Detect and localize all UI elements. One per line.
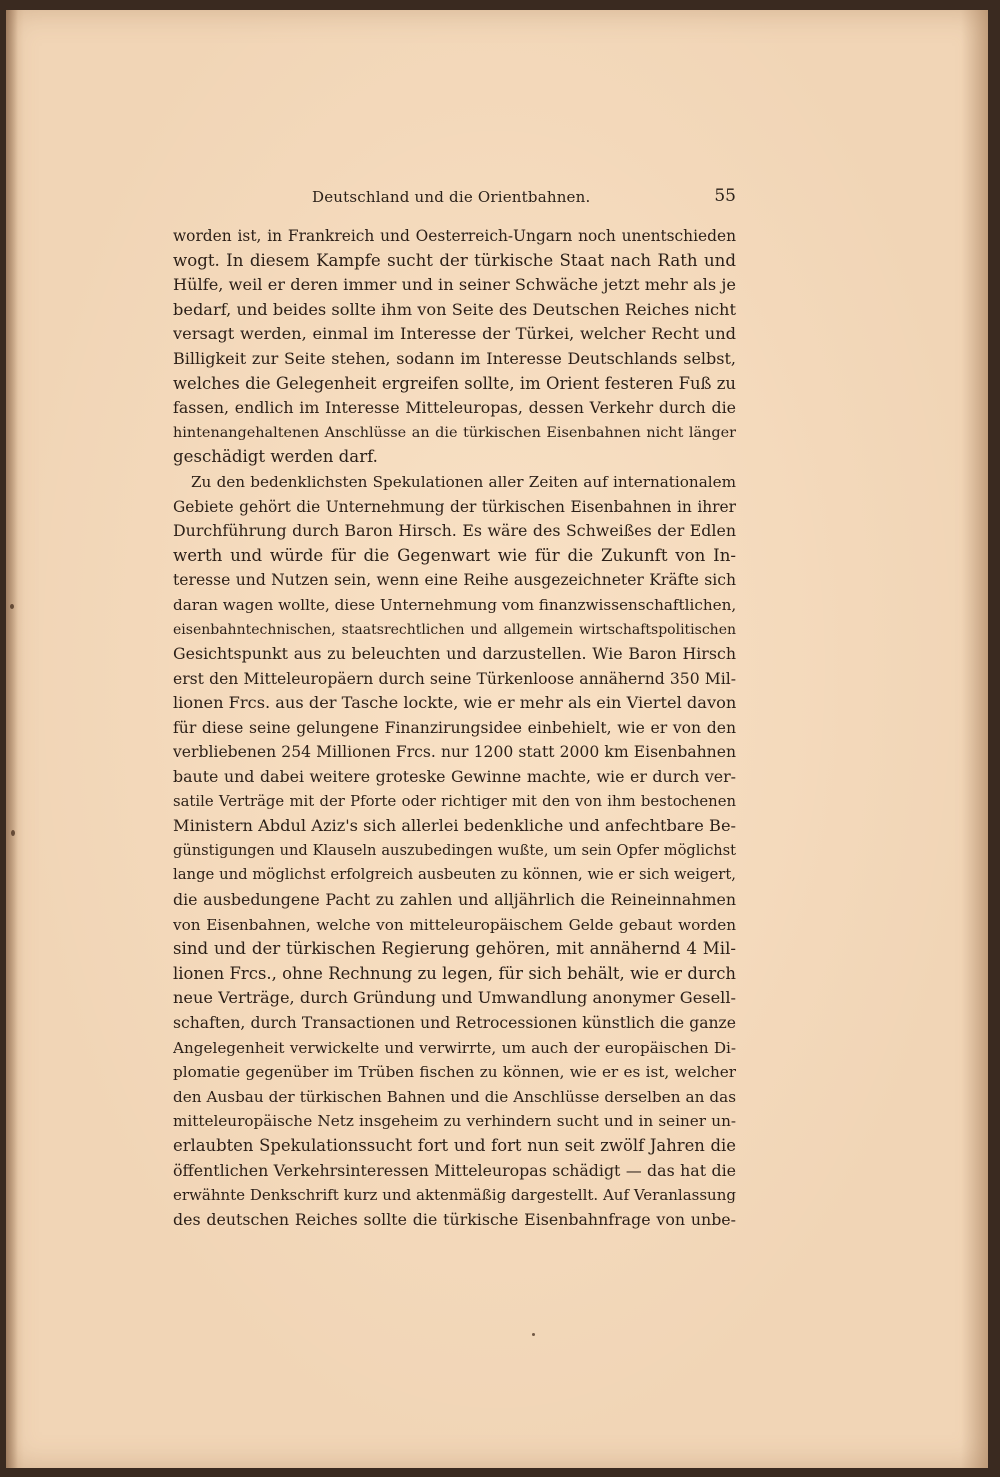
text-line: die ausbedungene Pacht zu zahlen und alljährlich die Reineinnahmen	[173, 890, 736, 910]
text-line: baute und dabei weitere groteske Gewinne machte, wie er durch ver-	[173, 767, 736, 787]
text-line: von Eisenbahnen, welche von mitteleuropäischem Gelde gebaut worden	[173, 915, 736, 934]
text-line: Angelegenheit verwickelte und verwirrte, um auch der europäischen Di-	[173, 1038, 736, 1057]
margin-speck	[532, 1333, 535, 1336]
text-line: plomatie gegenüber im Trüben fischen zu können, wie er es ist, welcher	[173, 1063, 736, 1082]
running-title: Deutschland und die Orientbahnen.	[312, 188, 591, 206]
text-line: lionen Frcs., ohne Rechnung zu legen, für sich behält, wie er durch	[173, 963, 736, 983]
text-line: lange und möglichst erfolgreich ausbeuten zu können, wie er sich weigert,	[173, 866, 736, 884]
page-number: 55	[714, 186, 736, 206]
text-line: Gesichtspunkt aus zu beleuchten und darzustellen. Wie Baron Hirsch	[173, 644, 736, 664]
text-line: hintenangehaltenen Anschlüsse an die türkischen Eisenbahnen nicht länger	[173, 424, 736, 441]
body-text	[173, 224, 736, 1232]
text-line: Ministern Abdul Aziz's sich allerlei bedenkliche und anfechtbare Be-	[173, 816, 736, 836]
text-line: des deutschen Reiches sollte die türkische Eisenbahnfrage von unbe-	[173, 1209, 736, 1229]
text-line: eisenbahntechnischen, staatsrechtlichen und allgemein wirtschaftspolitischen	[173, 621, 736, 638]
text-line: Billigkeit zur Seite stehen, sodann im Interesse Deutschlands selbst,	[173, 348, 736, 368]
text-line: satile Verträge mit der Pforte oder richtiger mit den von ihm bestochenen	[173, 792, 736, 810]
text-line: welches die Gelegenheit ergreifen sollte, im Orient festeren Fuß zu	[173, 373, 736, 393]
margin-speck	[10, 604, 14, 609]
text-line: günstigungen und Klauseln auszubedingen wußte, um sein Opfer möglichst	[173, 841, 736, 859]
text-line: Hülfe, weil er deren immer und in seiner Schwäche jetzt mehr als je	[173, 275, 736, 295]
paragraph	[173, 470, 736, 1232]
paragraph	[173, 224, 736, 470]
margin-speck	[11, 830, 15, 836]
text-line: für diese seine gelungene Finanzirungsidee einbehielt, wie er von den	[173, 718, 736, 737]
text-line: wogt. In diesem Kampfe sucht der türkische Staat nach Rath und	[173, 250, 736, 270]
text-line: sind und der türkischen Regierung gehören, mit annähernd 4 Mil-	[173, 939, 736, 959]
text-line: werth und würde für die Gegenwart wie für die Zukunft von In-	[173, 545, 736, 565]
text-line: erst den Mitteleuropäern durch seine Türkenloose annähernd 350 Mil-	[173, 669, 736, 688]
text-line: verbliebenen 254 Millionen Frcs. nur 1200 statt 2000 km Eisenbahnen	[173, 743, 736, 762]
text-line: Durchführung durch Baron Hirsch. Es wäre des Schweißes der Edlen	[173, 521, 736, 541]
text-line: mitteleuropäische Netz insgeheim zu verhindern sucht und in seiner un-	[173, 1112, 736, 1131]
text-line: den Ausbau der türkischen Bahnen und die Anschlüsse derselben an das	[173, 1087, 736, 1106]
text-line: daran wagen wollte, diese Unternehmung vom finanzwissenschaftlichen,	[173, 595, 736, 614]
text-line: bedarf, und beides sollte ihm von Seite des Deutschen Reiches nicht	[173, 299, 736, 319]
text-line: geschädigt werden darf.	[173, 447, 378, 467]
text-line: worden ist, in Frankreich und Oesterreich-Ungarn noch unentschieden	[173, 227, 736, 245]
text-line: erlaubten Spekulationssucht fort und fort nun seit zwölf Jahren die	[173, 1135, 736, 1155]
text-line: fassen, endlich im Interesse Mitteleuropas, dessen Verkehr durch die	[173, 398, 736, 418]
text-line: lionen Frcs. aus der Tasche lockte, wie er mehr als ein Viertel davon	[173, 693, 736, 713]
text-line: schaften, durch Transactionen und Retrocessionen künstlich die ganze	[173, 1014, 736, 1032]
text-line: teresse und Nutzen sein, wenn eine Reihe ausgezeichneter Kräfte sich	[173, 571, 736, 590]
text-line: Zu den bedenklichsten Spekulationen aller Zeiten auf internationalem	[191, 472, 736, 491]
running-header	[170, 184, 736, 214]
text-line: Gebiete gehört die Unternehmung der türkischen Eisenbahnen in ihrer	[173, 497, 736, 516]
text-line: erwähnte Denkschrift kurz und aktenmäßig dargestellt. Auf Veranlassung	[173, 1186, 736, 1205]
text-line: öffentlichen Verkehrsinteressen Mitteleuropas schädigt — das hat die	[173, 1160, 736, 1180]
text-line: neue Verträge, durch Gründung und Umwandlung anonymer Gesell-	[173, 988, 736, 1008]
page-binding-shadow	[6, 10, 18, 1468]
text-line: versagt werden, einmal im Interesse der Türkei, welcher Recht und	[173, 324, 736, 344]
